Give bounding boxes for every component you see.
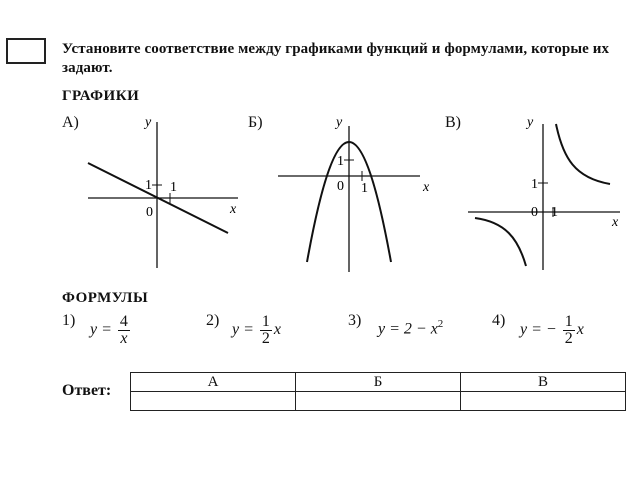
formula-3-lhs: y = 2 − x [378, 320, 438, 338]
formula-2-denominator: 2 [261, 330, 270, 347]
graph-b-x-label: x [423, 180, 430, 195]
answer-cell-b[interactable] [296, 392, 461, 411]
task-statement: Установите соответствие между графиками функций и формулами, которые их задают. [62, 41, 610, 76]
formula-4-numerator: 1 [564, 313, 573, 330]
graph-c-label: В) [445, 114, 461, 131]
answer-column-b: Б [296, 373, 461, 392]
formula-1 [90, 314, 132, 347]
graph-b-x-tick: 1 [361, 181, 368, 196]
formula-2-lhs: y = [232, 321, 254, 339]
formula-4-lhs: y = − [520, 321, 557, 339]
answer-cell-a[interactable] [131, 392, 296, 411]
formula-1-numerator: 4 [119, 313, 128, 330]
formula-3-number: 3) [348, 312, 362, 329]
graph-c-hyperbola-right [556, 124, 610, 184]
graph-b-y-tick: 1 [337, 154, 344, 169]
formula-4-denominator: 2 [564, 330, 573, 347]
formula-2-numerator: 1 [261, 313, 270, 330]
graph-c-y-tick: 1 [531, 177, 538, 192]
formula-2-suffix: x [273, 321, 282, 339]
answer-label: Ответ: [62, 382, 112, 399]
answer-table-header-row [131, 373, 626, 392]
graph-c-hyperbola-left [475, 218, 526, 266]
formula-4-suffix: x [576, 321, 584, 339]
graph-a-x-label: x [230, 202, 237, 217]
answer-table [130, 372, 626, 411]
graph-a-x-tick: 1 [170, 180, 177, 195]
formula-3-power: 2 [437, 318, 444, 330]
graph-a-y-tick: 1 [145, 178, 152, 193]
formula-4 [520, 314, 584, 347]
graph-c-y-label: y [527, 115, 534, 130]
graph-b-origin: 0 [337, 179, 344, 194]
graph-a-origin: 0 [146, 205, 153, 220]
formula-1-lhs: y = [90, 321, 112, 339]
graph-b-y-label: y [336, 115, 343, 130]
formulas-heading: ФОРМУЛЫ [62, 290, 149, 306]
answer-column-a: А [131, 373, 296, 392]
formula-4-number: 4) [492, 312, 506, 329]
graph-b [278, 115, 430, 272]
answer-table-input-row [131, 392, 626, 411]
formula-1-denominator: x [120, 330, 128, 347]
graphs-heading: ГРАФИКИ [62, 88, 140, 104]
formula-1-number: 1) [62, 312, 76, 329]
graph-c-x-label: x [612, 215, 619, 230]
graph-a-y-label: y [145, 115, 152, 130]
formula-3 [378, 318, 443, 338]
graph-b-label: Б) [248, 114, 263, 131]
graph-c-x-tick: 1 [551, 205, 558, 220]
formula-2-number: 2) [206, 312, 220, 329]
graph-a-label: А) [62, 114, 79, 131]
answer-cell-c[interactable] [461, 392, 626, 411]
formula-2 [232, 314, 281, 347]
answer-column-c: В [461, 373, 626, 392]
graph-c-origin: 0 [531, 205, 538, 220]
graph-c [468, 115, 620, 270]
graph-a [88, 115, 238, 268]
